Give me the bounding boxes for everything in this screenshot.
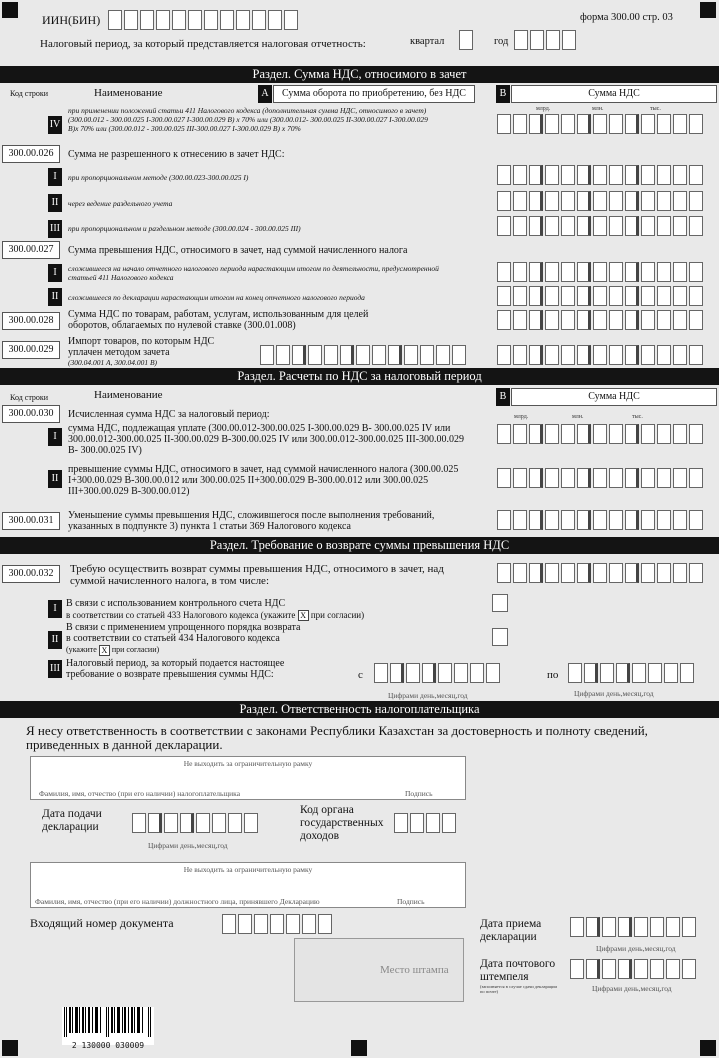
section-title: Раздел. Требование о возврате суммы превышения НДС (0, 537, 719, 554)
amount-field[interactable] (497, 191, 705, 211)
fio-caption: Фамилия, имя, отчество (при его наличии) должностного лица, принявшего Декларацию (35, 897, 320, 906)
date-post-field[interactable] (570, 959, 698, 979)
row-text: Сумма не разрешенного к отнесению в зачет НДС: (68, 149, 285, 160)
date-post-label: Дата почтового штемпеля (480, 958, 556, 983)
flag-field[interactable] (492, 628, 508, 646)
row-text: Требую осуществить возврат суммы превышения НДС, относимого в зачет, над суммой начисленного налога, в том числе: (70, 563, 444, 587)
barcode-number: 2 130000 030009 (71, 1041, 145, 1050)
row-text: Налоговый период, за который подается настоящее требование о возврате превышения суммы НДС: (66, 658, 285, 680)
year-field[interactable] (514, 30, 578, 50)
amount-field[interactable] (497, 262, 705, 282)
row-code: 300.00.029 (2, 341, 60, 359)
row-text: Исчисленная сумма НДС за налоговый период: (68, 409, 270, 420)
sign-caption: Подпись (405, 789, 433, 798)
corner-marker (351, 1040, 367, 1056)
row-text: в соответствии со статьей 434 Налогового кодекса (66, 633, 280, 644)
row-text-part: при согласии) (310, 610, 365, 620)
quarter-field[interactable] (459, 30, 475, 50)
row-number: I (48, 168, 62, 186)
consent-checkbox[interactable]: X (99, 645, 110, 656)
row-code: 300.00.028 (2, 312, 60, 330)
col-name-header: Наименование (94, 87, 163, 99)
org-code-field[interactable] (394, 813, 458, 833)
row-number: I (48, 600, 62, 618)
col-a-letter: A (258, 85, 272, 103)
row-code: 300.00.031 (2, 512, 60, 530)
row-text: сумма НДС, подлежащая уплате (300.00.012-300.00.025 I-300.00.029 B- 300.00.025 IV или 300.00.012-300.00.025 II-300.00.029 B-300.00.025 IV или 300.00.012-300.00.025 III-300.00.029 B- 300.00.025 IV) (68, 423, 465, 456)
amount-field[interactable] (497, 510, 705, 530)
quarter-label: квартал (410, 36, 445, 47)
row-text-part: (укажите (66, 645, 97, 654)
amount-field[interactable] (497, 345, 705, 365)
official-name-frame[interactable] (30, 862, 466, 908)
tys-label: тыс. (632, 414, 643, 420)
row-text: Сумма превышения НДС, относимого в зачет, над суммой начисленного налога (68, 245, 408, 256)
row-number: I (48, 428, 62, 446)
incoming-number-label: Входящий номер документа (30, 916, 174, 930)
row-number: II (48, 194, 62, 212)
barcode (62, 1007, 154, 1050)
fio-caption: Фамилия, имя, отчество (при его наличии) налогоплательщика (39, 789, 241, 798)
date-accept-label: Дата приема декларации (480, 918, 542, 943)
period-to-field[interactable] (568, 663, 696, 683)
corner-marker (2, 2, 18, 18)
row-text: превышение суммы НДС, относимого в зачет, над суммой начисленного налога (300.00.025 I+300.00.029 B-300.00.012 или 300.00.025 II+300.00.029 B-300.00.012 или 300.00.025 III+300.00.029 B-300.00.012) (68, 464, 459, 497)
col-code-header: Код строки (10, 89, 49, 98)
date-accept-field[interactable] (570, 917, 698, 937)
incoming-number-field[interactable] (222, 914, 334, 934)
row-number: II (48, 470, 62, 488)
section-title: Раздел. Сумма НДС, относимого в зачет (0, 66, 719, 83)
row-number: I (48, 264, 62, 282)
row-code: 300.00.032 (2, 565, 60, 583)
row-number: II (48, 631, 62, 649)
col-b-header: Сумма НДС (511, 85, 717, 103)
row-text: Сумма НДС по товарам, работам, услугам, использованным для целей оборотов, облагаемых по нулевой ставке (300.01.008) (68, 309, 369, 331)
consent-checkbox[interactable]: X (298, 610, 309, 621)
limit-hint: Не выходить за ограничительную рамку (183, 759, 313, 768)
corner-marker (2, 1040, 18, 1056)
mln-label: млн. (572, 414, 584, 420)
date-hint: Цифрами день,месяц,год (574, 689, 654, 698)
amount-field[interactable] (497, 310, 705, 330)
turnover-field[interactable] (260, 345, 468, 365)
row-text: при пропорциональном методе (300.00.023-300.00.025 I) (68, 173, 249, 182)
row-text: (300.04.001 A, 300.04.001 B) (68, 358, 158, 367)
row-text: через ведение раздельного учета (68, 199, 173, 208)
date-submit-label: Дата подачи декларации (42, 808, 102, 833)
to-label: по (547, 669, 559, 681)
col-b-letter: B (496, 85, 510, 103)
col-name-header: Наименование (94, 389, 163, 401)
row-text: В связи с применением упрощенного порядка возврата (66, 622, 301, 633)
mlrd-label: млрд. (536, 106, 551, 112)
row-number: III (48, 660, 62, 678)
row-number: III (48, 220, 62, 238)
amount-field[interactable] (497, 286, 705, 306)
mlrd-label: млрд. (514, 414, 529, 420)
date-hint: Цифрами день,месяц,год (596, 944, 676, 953)
row-text: сложившееся по декларации нарастающим итогом на конец отчетного налогового периода (68, 293, 365, 302)
row-number: II (48, 288, 62, 306)
tys-label: тыс. (650, 106, 661, 112)
period-from-field[interactable] (374, 663, 502, 683)
corner-marker (700, 2, 716, 18)
section-title: Раздел. Ответственность налогоплательщика (0, 701, 719, 718)
col-b-header: Сумма НДС (511, 388, 717, 406)
row-text: В связи с использованием контрольного счета НДС (66, 598, 286, 609)
date-hint: Цифрами день,месяц,год (592, 984, 672, 993)
corner-marker (700, 1040, 716, 1056)
from-label: с (358, 669, 363, 681)
row-text: при пропорциональном и раздельном методе (300.00.024 - 300.00.025 III) (68, 224, 301, 233)
amount-field[interactable] (497, 563, 705, 583)
row-text: сложившееся на начало отчетного налогового периода нарастающим итогом по деятельности, предусмотренной статьей 411 Налогового кодекса (68, 264, 439, 282)
iin-field[interactable] (108, 10, 300, 30)
row-code: 300.00.026 (2, 145, 60, 163)
row-text (66, 644, 159, 656)
amount-field[interactable] (497, 165, 705, 185)
form-label: форма 300.00 стр. 03 (580, 12, 673, 23)
taxpayer-name-frame[interactable] (30, 756, 466, 800)
row-code: 300.00.030 (2, 405, 60, 423)
section-title: Раздел. Расчеты по НДС за налоговый период (0, 368, 719, 385)
period-label: Налоговый период, за который представляется налоговая отчетность: (40, 38, 366, 50)
org-code-label: Код органа государственных доходов (300, 804, 384, 842)
year-label: год (494, 36, 509, 47)
row-code: 300.00.027 (2, 241, 60, 259)
col-code-header: Код строки (10, 393, 49, 402)
date-submit-field[interactable] (132, 813, 260, 833)
amount-field[interactable] (497, 424, 705, 444)
stamp-label: Место штампа (380, 964, 449, 976)
date-hint: Цифрами день,месяц,год (388, 691, 468, 700)
row-text: Уменьшение суммы превышения НДС, сложившегося после выполнения требований, указанных в подпункте 3) пункта 1 статьи 369 Налогового кодекса (68, 510, 435, 532)
mln-label: млн. (592, 106, 604, 112)
row-text (66, 610, 364, 621)
row-text-part: в соответствии со статьей 433 Налогового кодекса (укажите (66, 610, 296, 620)
row-text: при применении положений статьи 411 Налогового кодекса (дополнительная сумма НДС, относимого в зачет) (300.00.012 - 300.00.025 I-300.00.027 I-300.00.029 B) х 70% или (300.00.012- 300.00.025 II-300.00.027 I-300.00.029 B)х 70% или (300.00.012 - 300.00.025 III-300.00.027 I-300.00.029 B) х 70% (68, 106, 428, 133)
amount-field[interactable] (497, 216, 705, 236)
iin-label: ИИН(БИН) (42, 13, 101, 27)
row-text-part: при согласии) (111, 645, 160, 654)
responsibility-statement: Я несу ответственность в соответствии с законами Республики Казахстан за достоверность и полноту сведений, приведенных в данной декларации. (26, 723, 648, 752)
row-number: IV (48, 116, 62, 134)
amount-field[interactable] (497, 114, 705, 134)
date-hint: Цифрами день,месяц,год (148, 841, 228, 850)
post-note: (заполняется в случае сдачи декларации по почте) (480, 984, 557, 994)
row-text: Импорт товаров, по которым НДС уплачен методом зачета (68, 336, 215, 358)
col-b-letter: B (496, 388, 510, 406)
sign-caption: Подпись (397, 897, 425, 906)
col-a-header: Сумма оборота по приобретению, без НДС (273, 85, 475, 103)
flag-field[interactable] (492, 594, 508, 612)
limit-hint: Не выходить за ограничительную рамку (183, 865, 313, 874)
amount-field[interactable] (497, 468, 705, 488)
